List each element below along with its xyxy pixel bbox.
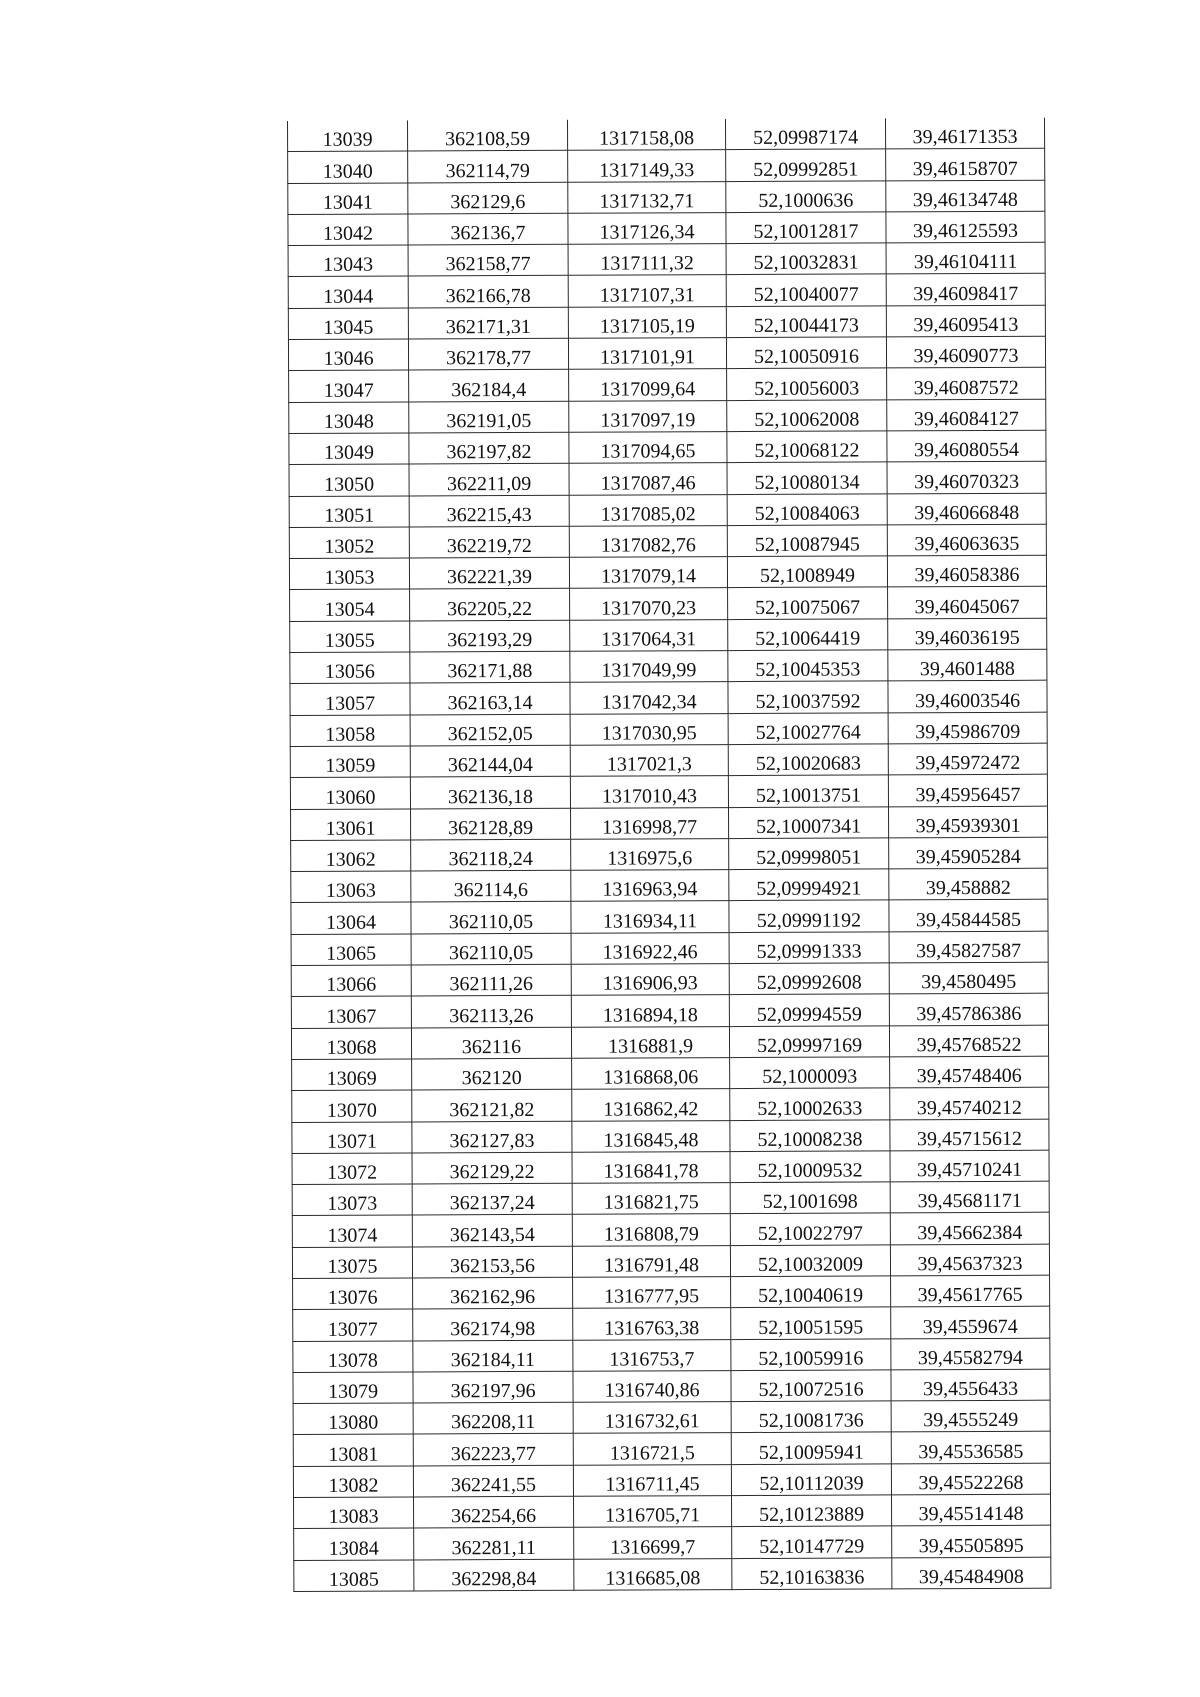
x-coordinate-cell: 362113,26: [411, 996, 571, 1028]
latitude-cell: 52,10007341: [728, 806, 888, 838]
longitude-cell: 39,46080554: [887, 430, 1046, 462]
latitude-cell: 52,10020683: [728, 744, 888, 776]
longitude-cell: 39,45786386: [889, 993, 1048, 1025]
table-row: [291, 931, 1048, 966]
latitude-cell: 52,09992608: [729, 963, 889, 995]
table-row: [293, 1275, 1050, 1310]
latitude-cell: 52,1000636: [726, 180, 886, 212]
latitude-cell: 52,10050916: [726, 337, 886, 369]
x-coordinate-cell: 362158,77: [408, 244, 568, 276]
longitude-cell: 39,45956457: [888, 774, 1047, 806]
y-coordinate-cell: 1317070,23: [570, 588, 728, 620]
table-row: [290, 587, 1047, 622]
longitude-cell: 39,46070323: [887, 461, 1046, 493]
y-coordinate-cell: 1316841,78: [572, 1151, 730, 1183]
point-number-cell: 13079: [293, 1372, 413, 1404]
y-coordinate-cell: 1316721,5: [573, 1433, 731, 1465]
latitude-cell: 52,10009532: [730, 1151, 890, 1183]
point-number-cell: 13045: [288, 308, 408, 340]
latitude-cell: 52,1001698: [730, 1182, 890, 1214]
y-coordinate-cell: 1316777,95: [573, 1277, 731, 1309]
table-row: [290, 743, 1047, 778]
latitude-cell: 52,10068122: [727, 431, 887, 463]
longitude-cell: 39,45505895: [892, 1526, 1051, 1558]
longitude-cell: 39,45844585: [889, 900, 1048, 932]
y-coordinate-cell: 1316711,45: [573, 1464, 731, 1496]
x-coordinate-cell: 362128,89: [411, 808, 571, 840]
table-row: [289, 555, 1046, 590]
y-coordinate-cell: 1317099,64: [569, 369, 727, 401]
x-coordinate-cell: 362219,72: [409, 526, 569, 558]
point-number-cell: 13078: [293, 1341, 413, 1373]
x-coordinate-cell: 362116: [411, 1027, 571, 1059]
latitude-cell: 52,10080134: [727, 462, 887, 494]
latitude-cell: 52,10040619: [731, 1276, 891, 1308]
table-row: [288, 118, 1045, 152]
x-coordinate-cell: 362127,83: [412, 1121, 572, 1153]
point-number-cell: 13063: [291, 871, 411, 903]
longitude-cell: 39,46098417: [886, 274, 1045, 306]
latitude-cell: 52,10032831: [726, 243, 886, 275]
longitude-cell: 39,45972472: [888, 743, 1047, 775]
point-number-cell: 13046: [288, 339, 408, 371]
y-coordinate-cell: 1316868,06: [572, 1057, 730, 1089]
table-row: [288, 305, 1045, 340]
x-coordinate-cell: 362191,05: [409, 401, 569, 433]
latitude-cell: 52,10013751: [728, 775, 888, 807]
x-coordinate-cell: 362108,59: [407, 120, 567, 151]
point-number-cell: 13061: [291, 808, 411, 840]
longitude-cell: 39,45637323: [890, 1244, 1049, 1276]
x-coordinate-cell: 362193,29: [410, 620, 570, 652]
y-coordinate-cell: 1317085,02: [569, 494, 727, 526]
table-row: [289, 399, 1046, 434]
longitude-cell: 39,46003546: [888, 681, 1047, 713]
y-coordinate-cell: 1317042,34: [570, 682, 728, 714]
latitude-cell: 52,10008238: [730, 1119, 890, 1151]
table-row: [290, 712, 1047, 747]
y-coordinate-cell: 1316685,08: [574, 1558, 732, 1590]
x-coordinate-cell: 362178,77: [408, 338, 568, 370]
longitude-cell: 39,46125593: [886, 211, 1045, 243]
x-coordinate-cell: 362184,11: [413, 1340, 573, 1372]
point-number-cell: 13053: [289, 558, 409, 590]
latitude-cell: 52,10040077: [726, 274, 886, 306]
table-row: [290, 681, 1047, 716]
latitude-cell: 52,10087945: [727, 525, 887, 557]
longitude-cell: 39,4556433: [891, 1369, 1050, 1401]
x-coordinate-cell: 362137,24: [412, 1183, 572, 1215]
longitude-cell: 39,45748406: [890, 1056, 1049, 1088]
longitude-cell: 39,46066848: [887, 493, 1046, 525]
table-row: [291, 962, 1048, 997]
table-row: [289, 524, 1046, 559]
y-coordinate-cell: 1316808,79: [572, 1214, 730, 1246]
latitude-cell: 52,09994559: [729, 994, 889, 1026]
table-row: [288, 242, 1045, 277]
table-row: [293, 1338, 1050, 1373]
latitude-cell: 52,10095941: [731, 1432, 891, 1464]
latitude-cell: 52,10012817: [726, 212, 886, 244]
point-number-cell: 13064: [291, 902, 411, 934]
latitude-cell: 52,09997169: [729, 1025, 889, 1057]
longitude-cell: 39,45905284: [889, 837, 1048, 869]
y-coordinate-cell: 1317101,91: [568, 338, 726, 370]
x-coordinate-cell: 362163,14: [410, 683, 570, 715]
longitude-cell: 39,46158707: [886, 148, 1045, 180]
point-number-cell: 13059: [290, 746, 410, 778]
table-row: [292, 1244, 1049, 1279]
point-number-cell: 13070: [292, 1090, 412, 1122]
x-coordinate-cell: 362162,96: [413, 1277, 573, 1309]
table-row: [293, 1306, 1050, 1341]
y-coordinate-cell: 1316705,71: [574, 1496, 732, 1528]
point-number-cell: 13068: [291, 1028, 411, 1060]
point-number-cell: 13077: [293, 1309, 413, 1341]
table-row: [289, 430, 1046, 465]
longitude-cell: 39,45768522: [889, 1025, 1048, 1057]
latitude-cell: 52,10037592: [728, 681, 888, 713]
longitude-cell: 39,46036195: [888, 618, 1047, 650]
x-coordinate-cell: 362111,26: [411, 964, 571, 996]
point-number-cell: 13067: [291, 996, 411, 1028]
point-number-cell: 13076: [293, 1278, 413, 1310]
table-row: [293, 1400, 1050, 1435]
point-number-cell: 13056: [290, 652, 410, 684]
table-row: [293, 1369, 1050, 1404]
y-coordinate-cell: 1317021,3: [570, 745, 728, 777]
point-number-cell: 13044: [288, 276, 408, 308]
longitude-cell: 39,46134748: [886, 180, 1045, 212]
x-coordinate-cell: 362153,56: [412, 1246, 572, 1278]
y-coordinate-cell: 1316881,9: [571, 1026, 729, 1058]
point-number-cell: 13065: [291, 934, 411, 966]
table-row: [292, 1213, 1049, 1248]
table-row: [289, 493, 1046, 528]
point-number-cell: 13083: [294, 1497, 414, 1529]
latitude-cell: 52,09987174: [725, 118, 885, 149]
x-coordinate-cell: 362221,39: [409, 557, 569, 589]
table-row: [291, 868, 1048, 903]
point-number-cell: 13055: [290, 621, 410, 653]
longitude-cell: 39,46063635: [887, 524, 1046, 556]
table-row: [294, 1526, 1051, 1561]
latitude-cell: 52,10044173: [726, 306, 886, 338]
y-coordinate-cell: 1316894,18: [571, 995, 729, 1027]
y-coordinate-cell: 1317111,32: [568, 244, 726, 276]
longitude-cell: 39,46045067: [888, 587, 1047, 619]
x-coordinate-cell: 362205,22: [410, 589, 570, 621]
latitude-cell: 52,10002633: [730, 1088, 890, 1120]
x-coordinate-cell: 362110,05: [411, 933, 571, 965]
point-number-cell: 13054: [290, 589, 410, 621]
y-coordinate-cell: 1317010,43: [570, 776, 728, 808]
longitude-cell: 39,45662384: [890, 1213, 1049, 1245]
longitude-cell: 39,4555249: [891, 1400, 1050, 1432]
table-row: [290, 618, 1047, 653]
latitude-cell: 52,10032009: [730, 1245, 890, 1277]
x-coordinate-cell: 362166,78: [408, 276, 568, 308]
x-coordinate-cell: 362114,79: [408, 151, 568, 183]
point-number-cell: 13074: [292, 1215, 412, 1247]
longitude-cell: 39,46104111: [886, 242, 1045, 274]
latitude-cell: 52,10084063: [727, 493, 887, 525]
point-number-cell: 13075: [292, 1247, 412, 1279]
table-row: [289, 461, 1046, 496]
longitude-cell: 39,45617765: [891, 1275, 1050, 1307]
x-coordinate-cell: 362171,31: [408, 307, 568, 339]
y-coordinate-cell: 1317097,19: [569, 400, 727, 432]
x-coordinate-cell: 362120: [412, 1058, 572, 1090]
point-number-cell: 13052: [289, 527, 409, 559]
latitude-cell: 52,10072516: [731, 1370, 891, 1402]
y-coordinate-cell: 1317094,65: [569, 432, 727, 464]
y-coordinate-cell: 1316732,61: [573, 1402, 731, 1434]
latitude-cell: 52,1000093: [730, 1057, 890, 1089]
y-coordinate-cell: 1316821,75: [572, 1183, 730, 1215]
point-number-cell: 13060: [290, 777, 410, 809]
point-number-cell: 13085: [294, 1560, 414, 1592]
table-row: [293, 1463, 1050, 1498]
x-coordinate-cell: 362197,96: [413, 1371, 573, 1403]
table-row: [291, 1025, 1048, 1060]
y-coordinate-cell: 1317149,33: [568, 150, 726, 182]
y-coordinate-cell: 1316699,7: [574, 1527, 732, 1559]
y-coordinate-cell: 1317158,08: [567, 119, 725, 150]
y-coordinate-cell: 1317105,19: [568, 306, 726, 338]
table-row: [294, 1494, 1051, 1529]
latitude-cell: 52,09991333: [729, 932, 889, 964]
latitude-cell: 52,10163836: [732, 1558, 892, 1590]
longitude-cell: 39,45681171: [890, 1181, 1049, 1213]
point-number-cell: 13069: [292, 1059, 412, 1091]
longitude-cell: 39,45536585: [891, 1432, 1050, 1464]
table-row: [288, 274, 1045, 309]
latitude-cell: 52,09994921: [729, 869, 889, 901]
table-row: [291, 837, 1048, 872]
x-coordinate-cell: 362211,09: [409, 464, 569, 496]
point-number-cell: 13040: [288, 151, 408, 183]
longitude-cell: 39,45986709: [888, 712, 1047, 744]
point-number-cell: 13048: [289, 402, 409, 434]
y-coordinate-cell: 1316845,48: [572, 1120, 730, 1152]
longitude-cell: 39,45514148: [892, 1494, 1051, 1526]
latitude-cell: 52,10064419: [728, 619, 888, 651]
x-coordinate-cell: 362223,77: [413, 1434, 573, 1466]
y-coordinate-cell: 1316791,48: [572, 1245, 730, 1277]
longitude-cell: 39,4580495: [889, 962, 1048, 994]
longitude-cell: 39,46171353: [885, 118, 1044, 149]
y-coordinate-cell: 1316906,93: [571, 964, 729, 996]
point-number-cell: 13066: [291, 965, 411, 997]
x-coordinate-cell: 362114,6: [411, 870, 571, 902]
x-coordinate-cell: 362184,4: [409, 370, 569, 402]
x-coordinate-cell: 362174,98: [413, 1309, 573, 1341]
latitude-cell: 52,10027764: [728, 713, 888, 745]
table-row: [290, 649, 1047, 684]
longitude-cell: 39,46058386: [887, 555, 1046, 587]
y-coordinate-cell: 1316934,11: [571, 901, 729, 933]
x-coordinate-cell: 362208,11: [413, 1402, 573, 1434]
y-coordinate-cell: 1317030,95: [570, 713, 728, 745]
point-number-cell: 13049: [289, 433, 409, 465]
longitude-cell: 39,46095413: [886, 305, 1045, 337]
x-coordinate-cell: 362254,66: [414, 1496, 574, 1528]
latitude-cell: 52,10112039: [731, 1464, 891, 1496]
latitude-cell: 52,10045353: [728, 650, 888, 682]
longitude-cell: 39,45522268: [891, 1463, 1050, 1495]
point-number-cell: 13080: [293, 1403, 413, 1435]
x-coordinate-cell: 362118,24: [411, 839, 571, 871]
longitude-cell: 39,45715612: [890, 1119, 1049, 1151]
point-number-cell: 13073: [292, 1184, 412, 1216]
y-coordinate-cell: 1317087,46: [569, 463, 727, 495]
table-row: [288, 148, 1045, 183]
table-row: [291, 993, 1048, 1028]
longitude-cell: 39,4559674: [891, 1306, 1050, 1338]
x-coordinate-cell: 362144,04: [410, 745, 570, 777]
y-coordinate-cell: 1317082,76: [569, 525, 727, 557]
coordinates-table-body: [288, 118, 1051, 1592]
x-coordinate-cell: 362110,05: [411, 902, 571, 934]
point-number-cell: 13072: [292, 1153, 412, 1185]
x-coordinate-cell: 362121,82: [412, 1089, 572, 1121]
table-row: [292, 1056, 1049, 1091]
x-coordinate-cell: 362152,05: [410, 714, 570, 746]
point-number-cell: 13043: [288, 245, 408, 277]
table-row: [289, 368, 1046, 403]
latitude-cell: 52,10147729: [732, 1526, 892, 1558]
point-number-cell: 13042: [288, 214, 408, 246]
table-row: [288, 336, 1045, 371]
y-coordinate-cell: 1316740,86: [573, 1370, 731, 1402]
y-coordinate-cell: 1317107,31: [568, 275, 726, 307]
longitude-cell: 39,458882: [889, 868, 1048, 900]
point-number-cell: 13081: [293, 1434, 413, 1466]
latitude-cell: 52,10123889: [732, 1495, 892, 1527]
table-row: [292, 1119, 1049, 1154]
y-coordinate-cell: 1316763,38: [573, 1308, 731, 1340]
point-number-cell: 13057: [290, 683, 410, 715]
x-coordinate-cell: 362129,6: [408, 182, 568, 214]
y-coordinate-cell: 1316922,46: [571, 932, 729, 964]
longitude-cell: 39,45827587: [889, 931, 1048, 963]
point-number-cell: 13050: [289, 464, 409, 496]
longitude-cell: 39,45740212: [890, 1087, 1049, 1119]
point-number-cell: 13058: [290, 715, 410, 747]
point-number-cell: 13071: [292, 1121, 412, 1153]
x-coordinate-cell: 362215,43: [409, 495, 569, 527]
x-coordinate-cell: 362171,88: [410, 651, 570, 683]
table-row: [291, 900, 1048, 935]
y-coordinate-cell: 1316975,6: [571, 838, 729, 870]
longitude-cell: 39,46084127: [887, 399, 1046, 431]
latitude-cell: 52,10051595: [731, 1307, 891, 1339]
longitude-cell: 39,45484908: [892, 1557, 1051, 1589]
x-coordinate-cell: 362281,11: [414, 1528, 574, 1560]
y-coordinate-cell: 1316963,94: [571, 870, 729, 902]
latitude-cell: 52,10062008: [727, 400, 887, 432]
longitude-cell: 39,46090773: [886, 336, 1045, 368]
longitude-cell: 39,45582794: [891, 1338, 1050, 1370]
latitude-cell: 52,10059916: [731, 1338, 891, 1370]
x-coordinate-cell: 362298,84: [414, 1559, 574, 1591]
y-coordinate-cell: 1317049,99: [570, 651, 728, 683]
latitude-cell: 52,10022797: [730, 1213, 890, 1245]
x-coordinate-cell: 362136,18: [410, 777, 570, 809]
y-coordinate-cell: 1317079,14: [569, 557, 727, 589]
point-number-cell: 13041: [288, 183, 408, 215]
longitude-cell: 39,46087572: [887, 368, 1046, 400]
x-coordinate-cell: 362129,22: [412, 1152, 572, 1184]
y-coordinate-cell: 1316753,7: [573, 1339, 731, 1371]
x-coordinate-cell: 362136,7: [408, 213, 568, 245]
point-number-cell: 13082: [293, 1466, 413, 1498]
longitude-cell: 39,45939301: [888, 806, 1047, 838]
latitude-cell: 52,09991192: [729, 900, 889, 932]
y-coordinate-cell: 1317132,71: [568, 181, 726, 213]
x-coordinate-cell: 362241,55: [413, 1465, 573, 1497]
point-number-cell: 13062: [291, 840, 411, 872]
latitude-cell: 52,09998051: [729, 838, 889, 870]
table-row: [292, 1181, 1049, 1216]
latitude-cell: 52,10056003: [727, 368, 887, 400]
coordinates-table: [287, 118, 1051, 1592]
table-row: [288, 211, 1045, 246]
point-number-cell: 13047: [289, 370, 409, 402]
y-coordinate-cell: 1317126,34: [568, 212, 726, 244]
table-row: [292, 1087, 1049, 1122]
table-row: [293, 1432, 1050, 1467]
longitude-cell: 39,45710241: [890, 1150, 1049, 1182]
table-row: [288, 180, 1045, 215]
latitude-cell: 52,09992851: [726, 149, 886, 181]
x-coordinate-cell: 362197,82: [409, 432, 569, 464]
latitude-cell: 52,1008949: [727, 556, 887, 588]
y-coordinate-cell: 1316998,77: [570, 807, 728, 839]
y-coordinate-cell: 1317064,31: [570, 619, 728, 651]
point-number-cell: 13039: [288, 120, 408, 151]
x-coordinate-cell: 362143,54: [412, 1215, 572, 1247]
latitude-cell: 52,10081736: [731, 1401, 891, 1433]
point-number-cell: 13051: [289, 496, 409, 528]
table-row: [294, 1557, 1051, 1592]
table-row: [291, 806, 1048, 841]
y-coordinate-cell: 1316862,42: [572, 1089, 730, 1121]
longitude-cell: 39,4601488: [888, 649, 1047, 681]
table-row: [290, 774, 1047, 809]
latitude-cell: 52,10075067: [728, 587, 888, 619]
table-row: [292, 1150, 1049, 1185]
point-number-cell: 13084: [294, 1528, 414, 1560]
